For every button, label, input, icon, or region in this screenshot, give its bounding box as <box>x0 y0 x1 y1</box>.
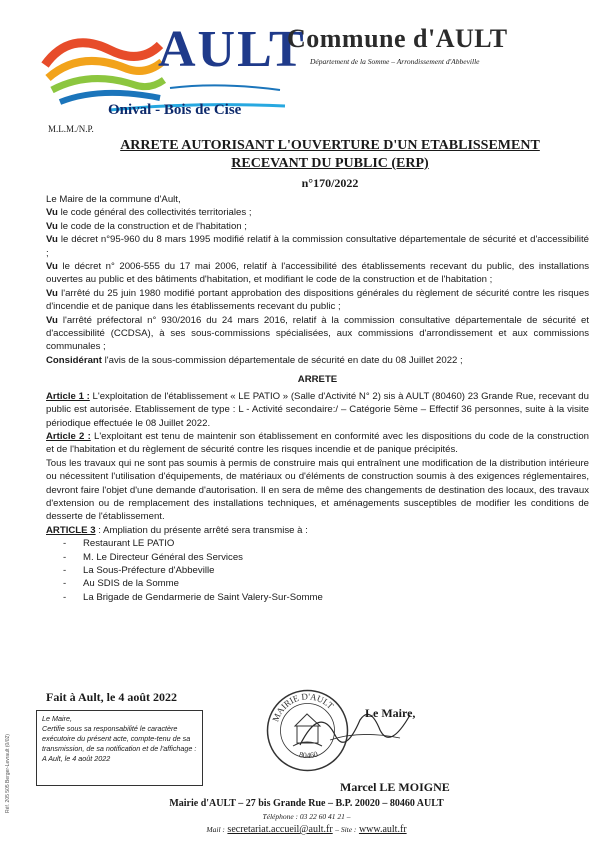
email-link[interactable]: secretariat.accueil@ault.fr <box>227 824 333 835</box>
considerant-clause: Considérant l'avis de la sous-commission départementale de sécurité en date du 08 Juillet 2022 ; <box>46 354 463 366</box>
title-line-1: ARRETE AUTORISANT L'OUVERTURE D'UN ETABLISSEMENT <box>120 138 540 153</box>
stamp-top-text: MAIRIE D'AULT <box>270 691 336 724</box>
article-3: ARTICLE 3 : Ampliation du présente arrêté sera transmise à : <box>46 524 308 536</box>
footer-contact <box>0 824 613 835</box>
list-item: - La Brigade de Gendarmerie de Saint Valery-Sur-Somme <box>46 591 589 604</box>
article-2: Article 2 : L'exploitant est tenu de maintenir son établissement en conformité avec les dispositions du code de la construction et de l'habitation et du règlement de sécurité contre les risques incendie et de panique précipités. <box>46 430 589 456</box>
list-item: - La Sous-Préfecture d'Abbeville <box>46 564 589 577</box>
recipient-list <box>46 537 589 604</box>
certification-date: A Ault, le 4 août 2022 <box>42 754 111 763</box>
arrete-number: n°170/2022 <box>301 176 359 190</box>
works-paragraph: Tous les travaux qui ne sont pas soumis à permis de construire mais qui entraînent une modification de la distribution intérieure ou nécessitent l'utilisation d'équipements, de matériaux ou d'éléments de construction soumis à des exigences réglementaires, devront faire l'objet d'une demande d'autorisation. Il en sera de même des changements de destination des locaux, des travaux d'extension ou de remplacement des installations techniques, et aménagements susceptibles de modifier les conditions de desserte de l'établissement. <box>46 457 589 523</box>
certification-text: Certifie sous sa responsabilité le caractère exécutoire du présent acte, compte-tenu de sa transmission, de sa notification et de l'affichage : <box>42 724 197 753</box>
side-reference: Réf. 205 505 Berger-Levrault (0/02) <box>5 734 11 813</box>
mayor-name: Marcel LE MOIGNE <box>340 780 450 794</box>
reference-initials: M.L.M./N.P. <box>48 124 94 134</box>
commune-name: Commune d'AULT <box>287 24 508 53</box>
vu-clause: Vu le décret n°95-960 du 8 mars 1995 modifié relatif à la commission consultative départementale de sécurité et d'accessibilité ; <box>46 234 589 259</box>
list-item: - Restaurant LE PATIO <box>46 537 589 550</box>
list-item: - Au SDIS de la Somme <box>46 577 589 590</box>
list-item: - M. Le Directeur Général des Services <box>46 551 589 564</box>
logo-title: AULT <box>158 21 306 78</box>
website-link[interactable]: www.ault.fr <box>358 824 407 835</box>
vu-clause: Vu le code général des collectivités territoriales ; <box>46 207 252 219</box>
vu-clause: Vu le décret n° 2006-555 du 17 mai 2006, relatif à l'accessibilité des établissements recevant du public, des installations ouvertes au public et des bâtiments d'habitation, et modifiant le code de la construction et de l'habitation ; <box>46 261 589 286</box>
site-label: – Site : <box>335 825 357 834</box>
commune-logo <box>40 10 306 120</box>
vu-clause: Vu le code de la construction et de l'habitation ; <box>46 220 247 232</box>
footer-telephone: Téléphone : 03 22 60 41 21 – <box>262 812 351 821</box>
mail-label: Mail : <box>206 825 225 834</box>
le-maire-label: Le Maire, <box>365 706 416 720</box>
footer-address: Mairie d'AULT – 27 bis Grande Rue – B.P. 20020 – 80460 AULT <box>169 798 444 809</box>
logo-subtitle: Onival - Bois de Cise <box>108 102 242 118</box>
department-line: Département de la Somme – Arrondissement d'Abbeville <box>310 57 480 66</box>
signature-place-date: Fait à Ault, le 4 août 2022 <box>46 690 177 704</box>
title-line-2: RECEVANT DU PUBLIC (ERP) <box>231 156 429 171</box>
article-1: Article 1 : L'exploitation de l'établissement « LE PATIO » (Salle d'Activité N° 2) sis à AULT (80460) 23 Grande Rue, recevant du public est autorisée. Etablissement de type : L - Activité secondaire:/ – Catégorie 5ème – Effectif 36 personnes, suite à la visite périodique effectuée le 08 Juillet 2022. <box>46 390 589 429</box>
preamble-intro: Le Maire de la commune d'Ault, <box>46 194 181 205</box>
certification-box <box>36 710 203 786</box>
stamp-bottom-text: 80460 <box>298 749 319 761</box>
certification-title: Le Maire, <box>42 714 72 723</box>
arrete-heading: ARRETE <box>297 374 338 386</box>
vu-clause: Vu l'arrêté préfectoral n° 930/2016 du 24 mars 2016, relatif à la commission consultative départementale de sécurité et d'accessibilité (CCDSA), à ses sous-commissions spécialisées, aux commissions d'arrondissement et aux commissions communales ; <box>46 314 589 353</box>
document-body <box>46 193 589 604</box>
vu-clause: Vu l'arrêté du 25 juin 1980 modifié portant approbation des dispositions générales du règlement de sécurité contre les risques d'incendie et de panique dans les établissements recevant du public ; <box>46 287 589 313</box>
